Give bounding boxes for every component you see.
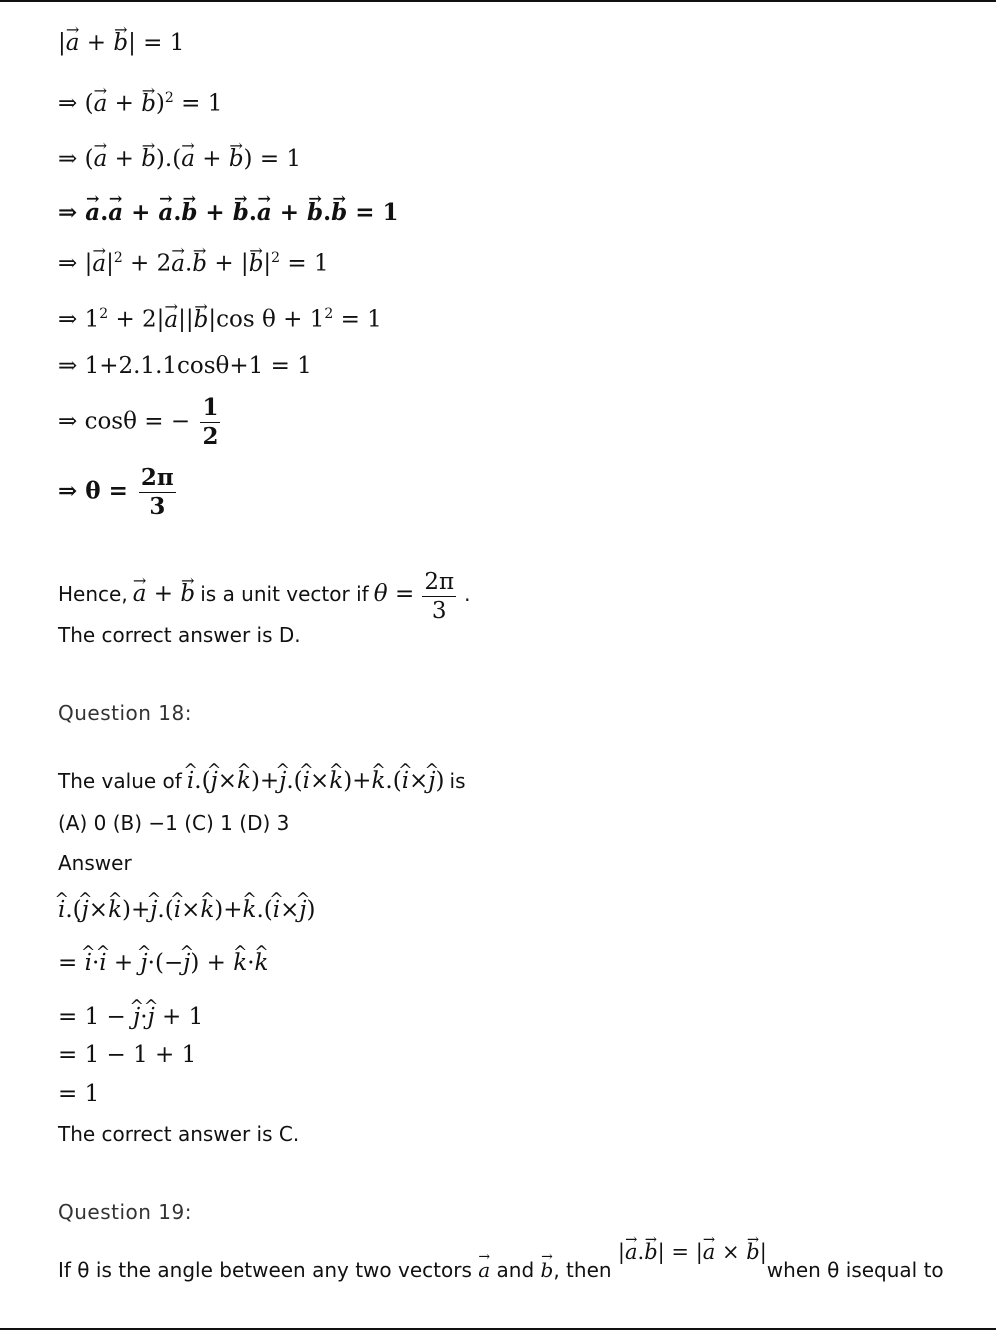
question-18-options: (A) 0 (B) −1 (C) 1 (D) 3 [58, 811, 290, 835]
fraction-numerator: 2π [422, 570, 456, 597]
step-3: ⇒ (→ a + → b).(→ a + → b) = 1 [58, 146, 301, 172]
answer-18: The correct answer is C. [58, 1122, 300, 1146]
hence-fraction [422, 570, 456, 623]
hence-middle: is a unit vector if [200, 582, 369, 607]
answer-17: The correct answer is D. [58, 623, 301, 647]
solution-step-2: = ^ i·^ i + ^ j·(−^ j) + ^ k·^ k [58, 950, 268, 976]
hence-theta: θ = [373, 581, 415, 608]
step-9 [58, 466, 179, 519]
step-6: ⇒ $1^2 + 2|\to a||\to b|\cos$ $\theta + 1^2 = 1$ [58, 306, 382, 333]
vector-a: → a [478, 1258, 490, 1282]
vector-sum: → a + → b [133, 581, 195, 607]
step-5: ⇒ |→ $a|^2 + 2\to a.\to b$ + |→ $b|^2 = 1$ [58, 250, 329, 277]
answer-label: Answer [58, 851, 132, 875]
solution-step-3: = 1 − ^ j·^ j + 1 [58, 1004, 203, 1030]
step-9-prefix: ⇒ θ = [58, 477, 128, 505]
step-1: |→ a + → b| = 1 [58, 30, 184, 56]
step-7: ⇒ 1+2.1.1cosθ+1 = 1 [58, 353, 312, 379]
hence-line [58, 570, 471, 623]
top-rule [0, 0, 996, 2]
prompt-expression: ^ i.(^ j×^ k)+^ j.(^ i×^ k)+^ k.(^ i×^ j) [187, 768, 445, 794]
fraction-denominator: 3 [431, 598, 447, 625]
step-4: ⇒ → a.→ a + → a.→ b + → b.→ a + → b.→ b = 1 [58, 199, 399, 226]
prompt-prefix: The value of [58, 769, 182, 793]
q19-part-2: and [496, 1258, 535, 1282]
hence-end: . [464, 582, 471, 607]
vector-b: → b [541, 1258, 554, 1282]
q19-part-3: , then [553, 1258, 612, 1282]
fraction-numerator: 1 [200, 396, 220, 423]
solution-step-1: ^ i.(^ j×^ k)+^ j.(^ i×^ k)+^ k.(^ i×^ j) [58, 897, 316, 923]
question-19-prompt [58, 1240, 944, 1282]
fraction-one-half [200, 396, 220, 449]
bottom-rule [0, 1328, 996, 1330]
question-18-heading: Question 18: [58, 701, 192, 725]
step-2: ⇒ (→ a + → b)$^2$ = 1 [58, 90, 222, 117]
fraction-denominator: 2 [202, 423, 219, 451]
solution-step-4: = 1 − 1 + 1 [58, 1042, 197, 1068]
fraction-two-pi-over-three [139, 466, 176, 519]
fraction-numerator: 2π [139, 466, 176, 493]
prompt-suffix: is [449, 769, 466, 793]
question-18-prompt [58, 768, 466, 794]
solution-step-5: = 1 [58, 1081, 100, 1107]
step-8 [58, 396, 223, 449]
hence-prefix: Hence, [58, 582, 128, 607]
question-19-heading: Question 19: [58, 1200, 192, 1224]
q19-part-1: If θ is the angle between any two vectors [58, 1258, 472, 1282]
q19-condition: |→ a.→ b| = |→ a × → b| [618, 1240, 767, 1264]
q19-part-4: when θ isequal to [766, 1258, 944, 1282]
fraction-denominator: 3 [149, 493, 166, 521]
step-8-prefix: ⇒ cosθ = − [58, 408, 191, 435]
